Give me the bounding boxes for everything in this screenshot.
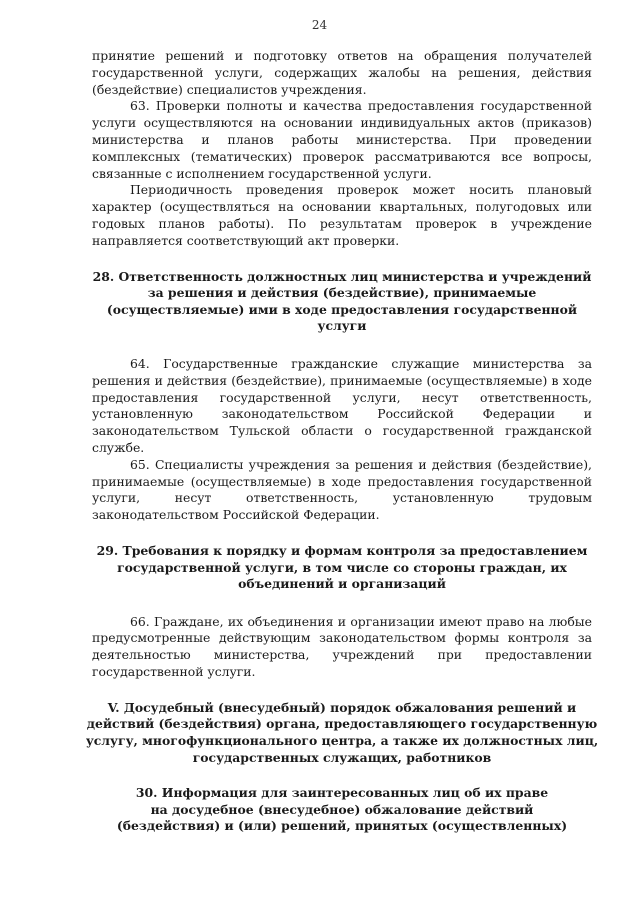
paragraph-63: 63. Проверки полноты и качества предоставления государственной услуги осуществляются на основании индивидуальных актов (приказов) министерства и планов работы министерства. При проведении комплексных (тематических) проверок рассматриваются все вопросы, связанные с исполнением государственной услуги. — [92, 98, 592, 181]
heading-30-line-1: 30. Информация для заинтересованных лиц об их праве — [135, 785, 549, 801]
heading-section-30 — [92, 785, 592, 835]
heading-30-line-3: (бездействия) и (или) решений, принятых (осуществленных) — [116, 818, 568, 834]
paragraph-64: 64. Государственные гражданские служащие министерства за решения и действия (бездействие), принимаемые (осуществляемые) в ходе предоставления государственной услуги, несут ответственность, установленную законодательством Российской Федерации и законодательством Тульской области о государственной гражданской службе. — [92, 355, 592, 455]
paragraph-periodicity: Периодичность проведения проверок может носить плановый характер (осуществляться на основании квартальных, полугодовых или годовых планов работы). По результатам проверок в учреждение направляется соответствующий акт проверки. — [92, 182, 592, 248]
page-number: 24 — [311, 18, 328, 32]
heading-section-28: 28. Ответственность должностных лиц министерства и учреждений за решения и действия (бездействие), принимаемые (осуществляемые) ими в ходе предоставления государственной услуги — [92, 268, 592, 334]
heading-chapter-v: V. Досудебный (внесудебный) порядок обжалования решений и действий (бездействия) органа, предоставляющего государственную услугу, многофункционального центра, а также их должностных лиц, государственных служащих, работников — [85, 699, 599, 765]
heading-section-29: 29. Требования к порядку и формам контроля за предоставлением государственной услуги, в том числе со стороны граждан, их объединений и организаций — [96, 542, 588, 592]
heading-30-line-2: на досудебное (внесудебное) обжалование действий — [150, 801, 534, 817]
document-body — [85, 48, 599, 835]
paragraph-66: 66. Граждане, их объединения и организации имеют право на любые предусмотренные действующим законодательством формы контроля за деятельностью министерства, учреждений при предоставлении государственной услуги. — [92, 613, 592, 680]
paragraph-65: 65. Специалисты учреждения за решения и действия (бездействие), принимаемые (осуществляемые) в ходе предоставления государственной услуги, несут ответственность, установленную трудовым законодательством Российской Федерации. — [92, 456, 592, 523]
paragraph-continuation: принятие решений и подготовку ответов на обращения получателей государственной услуги, содержащих жалобы на решения, действия (бездействие) специалистов учреждения. — [92, 48, 592, 97]
